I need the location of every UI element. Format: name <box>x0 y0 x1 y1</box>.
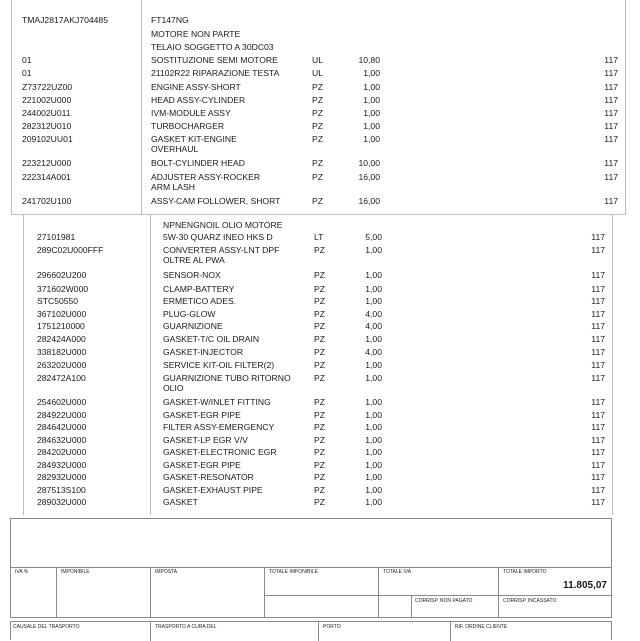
line-quantity: 1,00 <box>365 422 382 432</box>
line-unit: PZ <box>314 347 325 357</box>
line-quantity: 1,00 <box>365 373 382 383</box>
totale-imponibile-label: TOTALE IMPONIBILE <box>269 569 318 575</box>
line-description: GASKET-RESONATOR <box>163 472 254 482</box>
line-quantity: 1,00 <box>365 270 382 280</box>
line-quantity: 1,00 <box>363 134 380 144</box>
line-code: 284642U000 <box>37 422 87 432</box>
line-vat-code: 117 <box>604 196 618 206</box>
line-quantity: 1,00 <box>363 121 380 131</box>
line-code: 284632U000 <box>37 435 87 445</box>
line-quantity: 1,00 <box>365 397 382 407</box>
line-vat-code: 117 <box>591 334 605 344</box>
line-description: CLAMP-BATTERY <box>163 284 235 294</box>
line-unit: PZ <box>314 334 325 344</box>
line-quantity: 1,00 <box>365 497 382 507</box>
line-description: GUARNIZIONE TUBO RITORNO <box>163 373 291 383</box>
line-vat-code: 117 <box>591 410 605 420</box>
line-unit: PZ <box>314 460 325 470</box>
line-vat-code: 117 <box>591 270 605 280</box>
line-description: OLTRE AL PWA <box>163 255 225 265</box>
line-code: 222314A001 <box>22 172 71 182</box>
line-quantity: 1,00 <box>363 82 380 92</box>
line-quantity: 1,00 <box>365 296 382 306</box>
line-code: 282932U000 <box>37 472 87 482</box>
line-vat-code: 117 <box>591 321 605 331</box>
line-code: Z73722UZ00 <box>22 82 73 92</box>
line-unit: PZ <box>312 82 323 92</box>
line-description: PLUG-GLOW <box>163 309 216 319</box>
line-vat-code: 117 <box>591 296 605 306</box>
line-vat-code: 117 <box>591 360 605 370</box>
totals-divider <box>265 595 611 596</box>
line-vat-code: 117 <box>591 397 605 407</box>
line-vat-code: 117 <box>591 472 605 482</box>
line-description: ARM LASH <box>151 182 195 192</box>
line-vat-code: 117 <box>591 245 605 255</box>
line-description: GUARNIZIONE <box>163 321 223 331</box>
iva-label: IVA % <box>15 569 29 575</box>
line-vat-code: 117 <box>591 497 605 507</box>
line-unit: PZ <box>312 172 323 182</box>
line-quantity: 1,00 <box>365 410 382 420</box>
line-description: HEAD ASSY-CYLINDER <box>151 95 246 105</box>
line-code: 209102UU01 <box>22 134 73 144</box>
line-description: OVERHAUL <box>151 144 199 154</box>
line-quantity: 1,00 <box>363 95 380 105</box>
line-description: ADJUSTER ASSY-ROCKER <box>151 172 261 182</box>
line-quantity: 1,00 <box>363 68 380 78</box>
line-description: GASKET-EGR PIPE <box>163 410 241 420</box>
line-quantity: 1,00 <box>365 435 382 445</box>
line-unit: PZ <box>314 410 325 420</box>
block1-bottom-rule <box>11 214 626 215</box>
line-code: 282312U010 <box>22 121 72 131</box>
line-code: 282424A000 <box>37 334 86 344</box>
line-unit: PZ <box>312 95 323 105</box>
line-quantity: 1,00 <box>365 485 382 495</box>
line-vat-code: 117 <box>591 485 605 495</box>
line-quantity: 10,00 <box>358 158 380 168</box>
line-vat-code: 117 <box>604 95 618 105</box>
corrisp-non-pagato-label: CORRISP. NON PAGATO <box>415 598 473 604</box>
block2-right-rule <box>612 215 613 515</box>
line-code: 244002U011 <box>22 108 71 118</box>
line-quantity: 1,00 <box>365 460 382 470</box>
line-unit: PZ <box>312 196 323 206</box>
line-code: 284932U000 <box>37 460 87 470</box>
line-unit: PZ <box>314 397 325 407</box>
line-quantity: 16,00 <box>358 172 380 182</box>
line-description: ENGINE ASSY-SHORT <box>151 82 241 92</box>
line-vat-code: 117 <box>604 55 618 65</box>
line-quantity: 1,00 <box>365 334 382 344</box>
line-code: 284922U000 <box>37 410 87 420</box>
line-unit: PZ <box>314 485 325 495</box>
line-vat-code: 117 <box>604 172 618 182</box>
line-code: 287513S100 <box>37 485 86 495</box>
totale-importo-value: 11.805,07 <box>563 580 607 591</box>
header-line-1: MOTORE NON PARTE <box>151 29 241 39</box>
line-vat-code: 117 <box>604 121 618 131</box>
line-vat-code: 117 <box>591 284 605 294</box>
line-code: 289032U000 <box>37 497 87 507</box>
line-unit: PZ <box>314 373 325 383</box>
block1-right-rule <box>625 0 626 215</box>
line-code: 289C02U000FFF <box>37 245 104 255</box>
line-code: STC50550 <box>37 296 79 306</box>
line-vat-code: 117 <box>591 232 605 242</box>
line-unit: PZ <box>314 360 325 370</box>
line-unit: PZ <box>314 447 325 457</box>
porto-label: PORTO <box>323 624 341 630</box>
line-unit: UL <box>312 68 323 78</box>
line-code: 223212U000 <box>22 158 72 168</box>
line-code: 241702U100 <box>22 196 72 206</box>
line-description: GASKET-W/INLET FITTING <box>163 397 271 407</box>
line-unit: PZ <box>312 158 323 168</box>
trasporto-label: TRASPORTO A CURA DEL <box>155 624 217 630</box>
line-description: ASSY-CAM FOLLOWER, SHORT <box>151 196 281 206</box>
header-line-2: TELAIO SOGGETTO A 30DC03 <box>151 42 274 52</box>
line-vat-code: 117 <box>591 435 605 445</box>
line-quantity: 4,00 <box>365 347 382 357</box>
block2-heading: NPNENGNOIL OLIO MOTORE <box>163 220 283 230</box>
line-description: GASKET KIT-ENGINE <box>151 134 237 144</box>
line-quantity: 4,00 <box>365 309 382 319</box>
line-quantity: 10,80 <box>358 55 380 65</box>
block1-code-rule <box>141 0 142 215</box>
totale-iva-label: TOTALE IVA <box>383 569 412 575</box>
line-quantity: 1,00 <box>365 284 382 294</box>
line-code: 282472A100 <box>37 373 86 383</box>
line-description: GASKET-LP EGR V/V <box>163 435 248 445</box>
line-description: GASKET-ELECTRONIC EGR <box>163 447 277 457</box>
line-quantity: 16,00 <box>358 196 380 206</box>
line-code: 27101981 <box>37 232 76 242</box>
line-description: GASKET-EXHAUST PIPE <box>163 485 263 495</box>
line-vat-code: 117 <box>604 68 618 78</box>
vin-number: TMAJ2817AKJ704485 <box>22 15 108 25</box>
line-code: 1751210000 <box>37 321 85 331</box>
line-description: 5W-30 QUARZ INEO HKS D <box>163 232 273 242</box>
line-description: GASKET <box>163 497 198 507</box>
corrisp-divider <box>411 595 412 617</box>
line-description: SENSOR-NOX <box>163 270 221 280</box>
block2-code-rule <box>150 215 151 515</box>
line-description: OLIO <box>163 383 184 393</box>
line-description: CONVERTER ASSY-LNT DPF <box>163 245 280 255</box>
line-vat-code: 117 <box>604 158 618 168</box>
line-code: 338182U000 <box>37 347 87 357</box>
line-quantity: 1,00 <box>363 108 380 118</box>
line-unit: UL <box>312 55 323 65</box>
line-unit: PZ <box>314 435 325 445</box>
vehicle-model: FT147NG <box>151 15 189 25</box>
line-vat-code: 117 <box>591 347 605 357</box>
line-description: FILTER ASSY-EMERGENCY <box>163 422 275 432</box>
line-vat-code: 117 <box>591 460 605 470</box>
block1-left-rule <box>11 0 12 215</box>
line-quantity: 5,00 <box>365 232 382 242</box>
line-unit: PZ <box>314 284 325 294</box>
line-quantity: 1,00 <box>365 447 382 457</box>
line-vat-code: 117 <box>591 447 605 457</box>
line-unit: PZ <box>312 108 323 118</box>
line-vat-code: 117 <box>604 134 618 144</box>
line-vat-code: 117 <box>591 422 605 432</box>
line-unit: PZ <box>312 134 323 144</box>
totale-importo-label: TOTALE IMPORTO <box>503 569 547 575</box>
line-unit: PZ <box>314 497 325 507</box>
line-unit: PZ <box>314 422 325 432</box>
causale-label: CAUSALE DEL TRASPORTO <box>13 624 80 630</box>
line-unit: PZ <box>314 309 325 319</box>
footer-summary <box>10 518 612 618</box>
line-code: 284202U000 <box>37 447 87 457</box>
line-description: IVM-MODULE ASSY <box>151 108 231 118</box>
line-quantity: 4,00 <box>365 321 382 331</box>
line-code: 01 <box>22 55 32 65</box>
line-description: SERVICE KIT-OIL FILTER(2) <box>163 360 275 370</box>
line-unit: PZ <box>314 321 325 331</box>
line-description: BOLT-CYLINDER HEAD <box>151 158 245 168</box>
line-description: 21102R22 RIPARAZIONE TESTA <box>151 68 280 78</box>
line-description: SOSTITUZIONE SEMI MOTORE <box>151 55 278 65</box>
line-code: 296602U200 <box>37 270 87 280</box>
line-quantity: 1,00 <box>365 245 382 255</box>
line-code: 371602W000 <box>37 284 89 294</box>
line-quantity: 1,00 <box>365 472 382 482</box>
line-unit: PZ <box>314 245 325 255</box>
line-vat-code: 117 <box>604 82 618 92</box>
block2-left-rule <box>23 215 24 515</box>
line-code: 01 <box>22 68 32 78</box>
line-description: TURBOCHARGER <box>151 121 225 131</box>
line-description: ERMETICO ADES. <box>163 296 237 306</box>
line-vat-code: 117 <box>591 309 605 319</box>
line-code: 221002U000 <box>22 95 72 105</box>
line-vat-code: 117 <box>604 108 618 118</box>
line-code: 367102U000 <box>37 309 87 319</box>
line-unit: PZ <box>312 121 323 131</box>
line-quantity: 1,00 <box>365 360 382 370</box>
line-description: GASKET-EGR PIPE <box>163 460 241 470</box>
line-description: GASKET-T/C OIL DRAIN <box>163 334 260 344</box>
line-unit: PZ <box>314 270 325 280</box>
line-code: 254602U000 <box>37 397 87 407</box>
rif-ordine-label: RIF. ORDINE CLIENTE <box>455 624 508 630</box>
imposta-label: IMPOSTA <box>155 569 178 575</box>
imponibile-label: IMPONIBILE <box>61 569 90 575</box>
transport-row <box>10 621 612 640</box>
line-unit: LT <box>314 232 324 242</box>
line-unit: PZ <box>314 296 325 306</box>
line-code: 263202U000 <box>37 360 87 370</box>
line-vat-code: 117 <box>591 373 605 383</box>
line-unit: PZ <box>314 472 325 482</box>
line-description: GASKET-INJECTOR <box>163 347 244 357</box>
corrisp-incassato-label: CORRISP. INCASSATO <box>503 598 557 604</box>
